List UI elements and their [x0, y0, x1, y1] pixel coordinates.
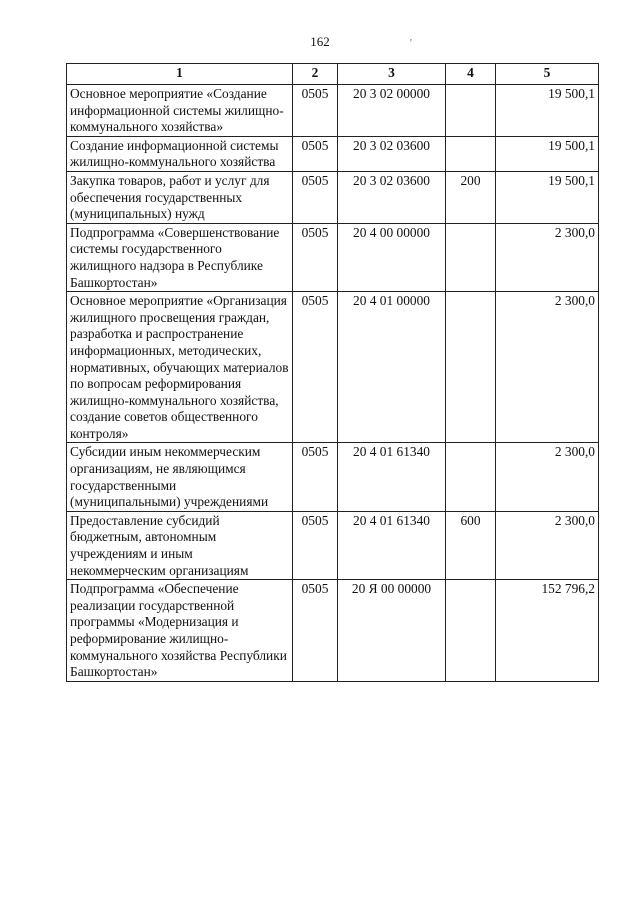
row-code: 20 4 01 61340 — [338, 443, 446, 511]
row-expense-type: 600 — [446, 511, 496, 579]
column-header-1: 1 — [67, 64, 293, 85]
row-name: Создание информационной системы жилищно-коммунального хозяйства — [67, 136, 293, 171]
row-name: Подпрограмма «Обеспечение реализации государственной программы «Модернизация и реформирование жилищно-коммунального хозяйства Республики Башкортостан» — [67, 580, 293, 682]
row-section: 0505 — [293, 223, 338, 291]
row-amount: 2 300,0 — [496, 443, 599, 511]
table-row — [67, 136, 599, 171]
row-section: 0505 — [293, 85, 338, 137]
table-row — [67, 292, 599, 443]
table-row — [67, 511, 599, 579]
row-name: Предоставление субсидий бюджетным, автономным учреждениям и иным некоммерческим организациям — [67, 511, 293, 579]
column-header-5: 5 — [496, 64, 599, 85]
stray-mark: ' — [410, 38, 412, 49]
row-name: Основное мероприятие «Создание информационной системы жилищно-коммунального хозяйства» — [67, 85, 293, 137]
row-section: 0505 — [293, 292, 338, 443]
column-header-3: 3 — [338, 64, 446, 85]
row-code: 20 3 02 03600 — [338, 136, 446, 171]
row-amount: 19 500,1 — [496, 136, 599, 171]
row-name: Закупка товаров, работ и услуг для обеспечения государственных (муниципальных) нужд — [67, 171, 293, 223]
row-section: 0505 — [293, 136, 338, 171]
row-expense-type — [446, 223, 496, 291]
row-expense-type — [446, 85, 496, 137]
row-section: 0505 — [293, 443, 338, 511]
table-row — [67, 171, 599, 223]
row-section: 0505 — [293, 171, 338, 223]
row-amount: 2 300,0 — [496, 511, 599, 579]
row-code: 20 3 02 03600 — [338, 171, 446, 223]
row-amount: 2 300,0 — [496, 292, 599, 443]
table-header-row — [67, 64, 599, 85]
row-amount: 19 500,1 — [496, 85, 599, 137]
table-row — [67, 223, 599, 291]
row-expense-type: 200 — [446, 171, 496, 223]
row-expense-type — [446, 443, 496, 511]
page-number: 162 — [310, 34, 330, 49]
row-expense-type — [446, 136, 496, 171]
table-row — [67, 580, 599, 682]
row-expense-type — [446, 292, 496, 443]
table-row — [67, 443, 599, 511]
row-code: 20 Я 00 00000 — [338, 580, 446, 682]
row-section: 0505 — [293, 580, 338, 682]
column-header-4: 4 — [446, 64, 496, 85]
row-amount: 152 796,2 — [496, 580, 599, 682]
row-name: Основное мероприятие «Организация жилищного просвещения граждан, разработка и распространение информационных, методических, нормативных, обучающих материалов по вопросам реформирования жилищно-коммунального хозяйства, создание советов общественного контроля» — [67, 292, 293, 443]
budget-table — [66, 63, 599, 682]
row-code: 20 3 02 00000 — [338, 85, 446, 137]
row-code: 20 4 01 00000 — [338, 292, 446, 443]
table-row — [67, 85, 599, 137]
row-code: 20 4 01 61340 — [338, 511, 446, 579]
row-code: 20 4 00 00000 — [338, 223, 446, 291]
row-section: 0505 — [293, 511, 338, 579]
row-amount: 19 500,1 — [496, 171, 599, 223]
column-header-2: 2 — [293, 64, 338, 85]
row-expense-type — [446, 580, 496, 682]
row-name: Подпрограмма «Совершенствование системы государственного жилищного надзора в Республике Башкортостан» — [67, 223, 293, 291]
row-amount: 2 300,0 — [496, 223, 599, 291]
row-name: Субсидии иным некоммерческим организациям, не являющимся государственными (муниципальными) учреждениями — [67, 443, 293, 511]
